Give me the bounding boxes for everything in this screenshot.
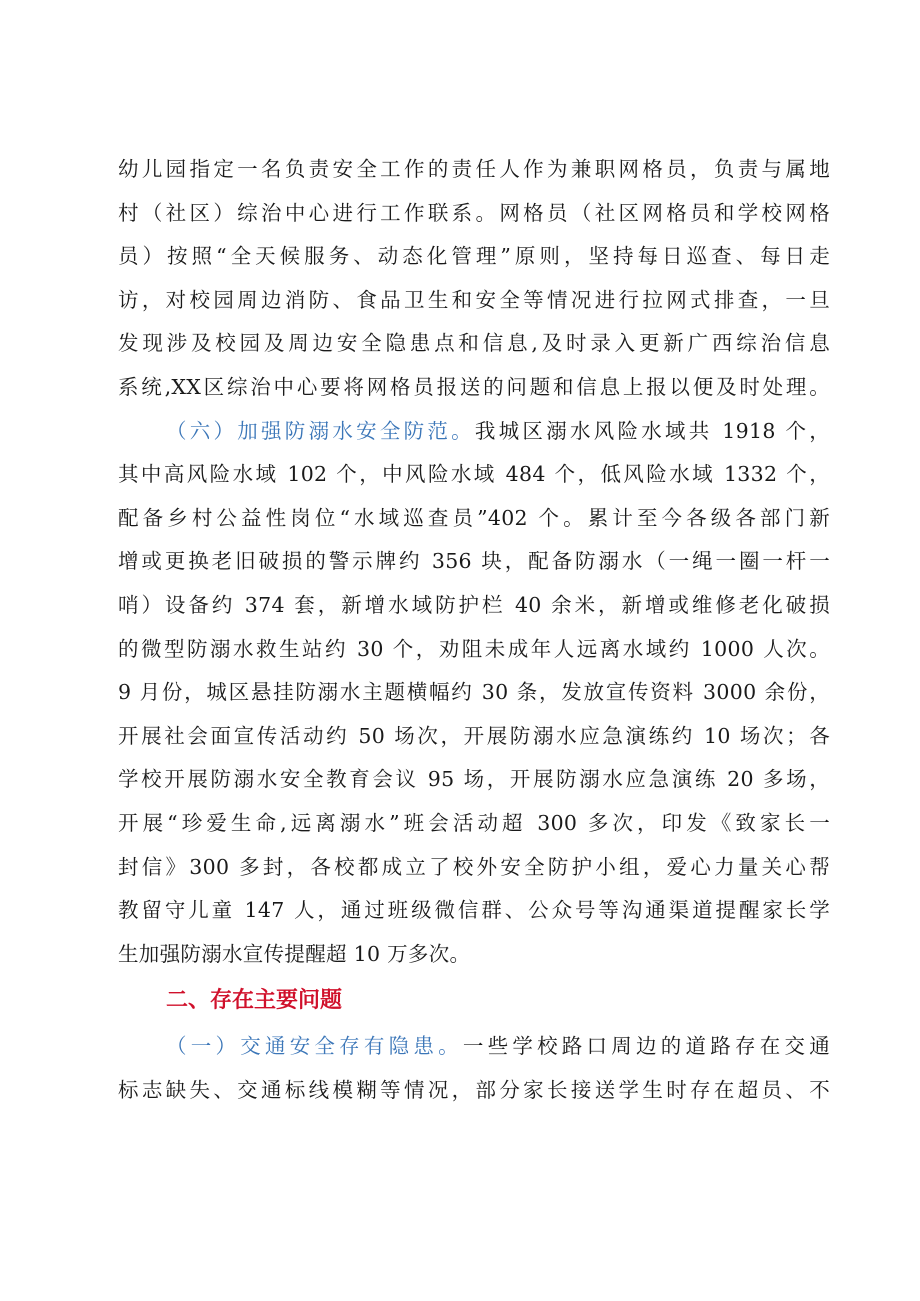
text-line: 系统,XX区综治中心要将网格员报送的问题和信息上报以便及时处理。 bbox=[118, 374, 830, 399]
text-line: 封信》300 多封，各校都成立了校外安全防护小组，爱心力量关心帮 bbox=[118, 854, 830, 879]
text-run: 一些学校路口周边的道路存在交通 bbox=[462, 1034, 830, 1059]
text-line: 学校开展防溺水安全教育会议 95 场，开展防溺水应急演练 20 多场， bbox=[118, 767, 830, 792]
text-line: 访，对校园周边消防、食品卫生和安全等情况进行拉网式排查，一旦 bbox=[118, 287, 830, 312]
text-line: 生加强防溺水宣传提醒超 10 万多次。 bbox=[118, 941, 471, 966]
text-line: 开展“珍爱生命,远离溺水”班会活动超 300 多次，印发《致家长一 bbox=[118, 810, 830, 835]
text-line: 其中高风险水域 102 个，中风险水域 484 个，低风险水域 1332 个， bbox=[118, 462, 830, 487]
text-line: 标志缺失、交通标线模糊等情况，部分家长接送学生时存在超员、不 bbox=[118, 1077, 830, 1102]
subsection-heading-one: （一）交通安全存有隐患。 bbox=[166, 1034, 463, 1059]
paragraph-drowning-prevention bbox=[118, 410, 830, 977]
text-line: 村（社区）综治中心进行工作联系。网格员（社区网格员和学校网格 bbox=[118, 200, 830, 225]
text-run: 我城区溺水风险水域共 1918 个， bbox=[474, 418, 830, 443]
text-line: 的微型防溺水救生站约 30 个，劝阻未成年人远离水域约 1000 人次。 bbox=[118, 636, 830, 661]
text-line: 哨）设备约 374 套，新增水域防护栏 40 余米，新增或维修老化破损 bbox=[118, 592, 830, 617]
text-line bbox=[118, 410, 830, 454]
text-line: 发现涉及校园及周边安全隐患点和信息,及时录入更新广西综治信息 bbox=[118, 331, 830, 356]
text-line: 开展社会面宣传活动约 50 场次，开展防溺水应急演练约 10 场次；各 bbox=[118, 723, 830, 748]
text-line: 教留守儿童 147 人，通过班级微信群、公众号等沟通渠道提醒家长学 bbox=[118, 898, 830, 923]
text-line: 9 月份，城区悬挂防溺水主题横幅约 30 条，发放宣传资料 3000 余份， bbox=[118, 680, 830, 705]
paragraph-grid-management bbox=[118, 148, 830, 410]
text-line: 增或更换老旧破损的警示牌约 356 块，配备防溺水（一绳一圈一杆一 bbox=[118, 549, 830, 574]
subsection-heading-six: （六）加强防溺水安全防范。 bbox=[166, 418, 475, 443]
text-line: 员）按照“全天候服务、动态化管理”原则，坚持每日巡查、每日走 bbox=[118, 244, 830, 269]
paragraph-traffic-safety bbox=[118, 1025, 830, 1112]
section-heading-main-problems: 二、存在主要问题 bbox=[166, 988, 343, 1014]
text-line: 幼儿园指定一名负责安全工作的责任人作为兼职网格员，负责与属地 bbox=[118, 157, 830, 181]
document-page bbox=[118, 148, 830, 1112]
text-line bbox=[118, 1025, 830, 1069]
text-line: 配备乡村公益性岗位“水域巡查员”402 个。累计至今各级各部门新 bbox=[118, 505, 830, 530]
